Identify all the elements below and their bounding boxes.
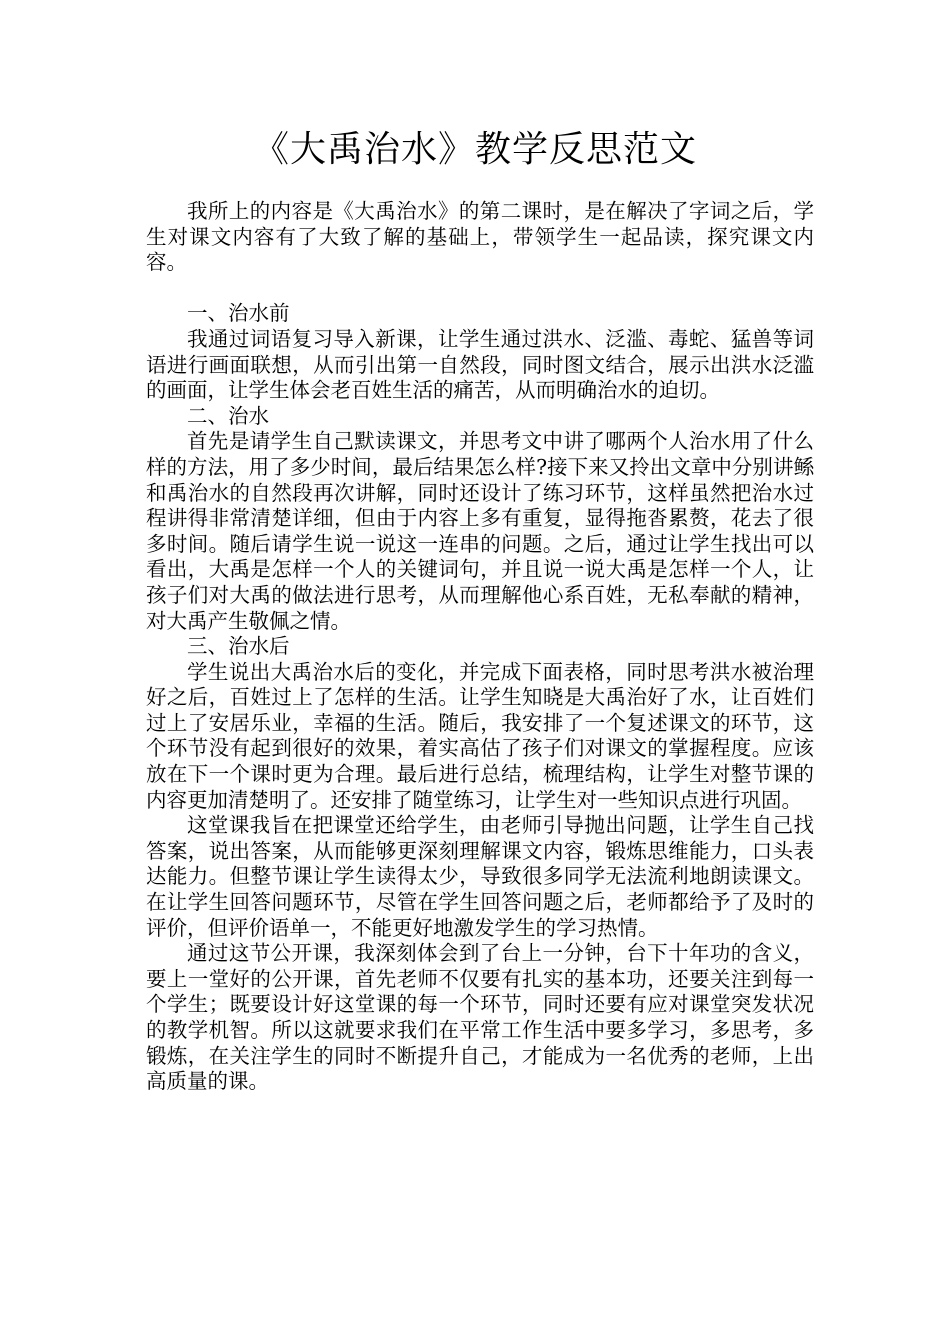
section-heading-after: 三、治水后 (187, 634, 290, 659)
body-paragraph: 通过这节公开课，我深刻体会到了台上一分钟，台下十年功的含义，要上一堂好的公开课，首先老师不仅要有扎实的基本功，还要关注到每一个学生；既要设计好这堂课的每一个环节，同时还要有应对课堂突发状况的教学机智。所以这就要求我们在平常工作生活中要多学习，多思考，多锻炼，在关注学生的同时不断提升自己，才能成为一名优秀的老师，上出高质量的课。 (146, 941, 814, 1094)
section-heading-before: 一、治水前 (187, 301, 290, 326)
body-paragraph: 我通过词语复习导入新课，让学生通过洪水、泛滥、毒蛇、猛兽等词语进行画面联想，从而引出第一自然段，同时图文结合，展示出洪水泛滥的画面，让学生体会老百姓生活的痛苦，从而明确治水的迫切。 (146, 326, 814, 403)
intro-paragraph: 我所上的内容是《大禹治水》的第二课时，是在解决了字词之后，学生对课文内容有了大致了解的基础上，带领学生一起品读，探究课文内容。 (146, 199, 814, 275)
document-body (146, 199, 814, 1095)
body-paragraph: 首先是请学生自己默读课文，并思考文中讲了哪两个人治水用了什么样的方法，用了多少时间，最后结果怎么样?接下来又拎出文章中分别讲鲧和禹治水的自然段再次讲解，同时还设计了练习环节，这样虽然把治水过程讲得非常清楚详细，但由于内容上多有重复，显得拖沓累赘，花去了很多时间。随后请学生说一说这一连串的问题。之后，通过让学生找出可以看出，大禹是怎样一个人的关键词句，并且说一说大禹是怎样一个人，让孩子们对大禹的做法进行思考，从而理解他心系百姓，无私奉献的精神，对大禹产生敬佩之情。 (146, 429, 814, 633)
section-heading-during: 二、治水 (187, 403, 269, 428)
document-title: 《大禹治水》教学反思范文 (252, 129, 697, 170)
body-paragraph: 这堂课我旨在把课堂还给学生，由老师引导抛出问题，让学生自己找答案，说出答案，从而能够更深刻理解课文内容，锻炼思维能力，口头表达能力。但整节课让学生读得太少，导致很多同学无法流利地朗读课文。在让学生回答问题环节，尽管在学生回答问题之后，老师都给予了及时的评价，但评价语单一，不能更好地激发学生的学习热情。 (146, 813, 814, 940)
body-paragraph: 学生说出大禹治水后的变化，并完成下面表格，同时思考洪水被治理好之后，百姓过上了怎样的生活。让学生知晓是大禹治好了水，让百姓们过上了安居乐业，幸福的生活。随后，我安排了一个复述课文的环节，这个环节没有起到很好的效果，着实高估了孩子们对课文的掌握程度。应该放在下一个课时更为合理。最后进行总结，梳理结构，让学生对整节课的内容更加清楚明了。还安排了随堂练习，让学生对一些知识点进行巩固。 (146, 659, 814, 812)
